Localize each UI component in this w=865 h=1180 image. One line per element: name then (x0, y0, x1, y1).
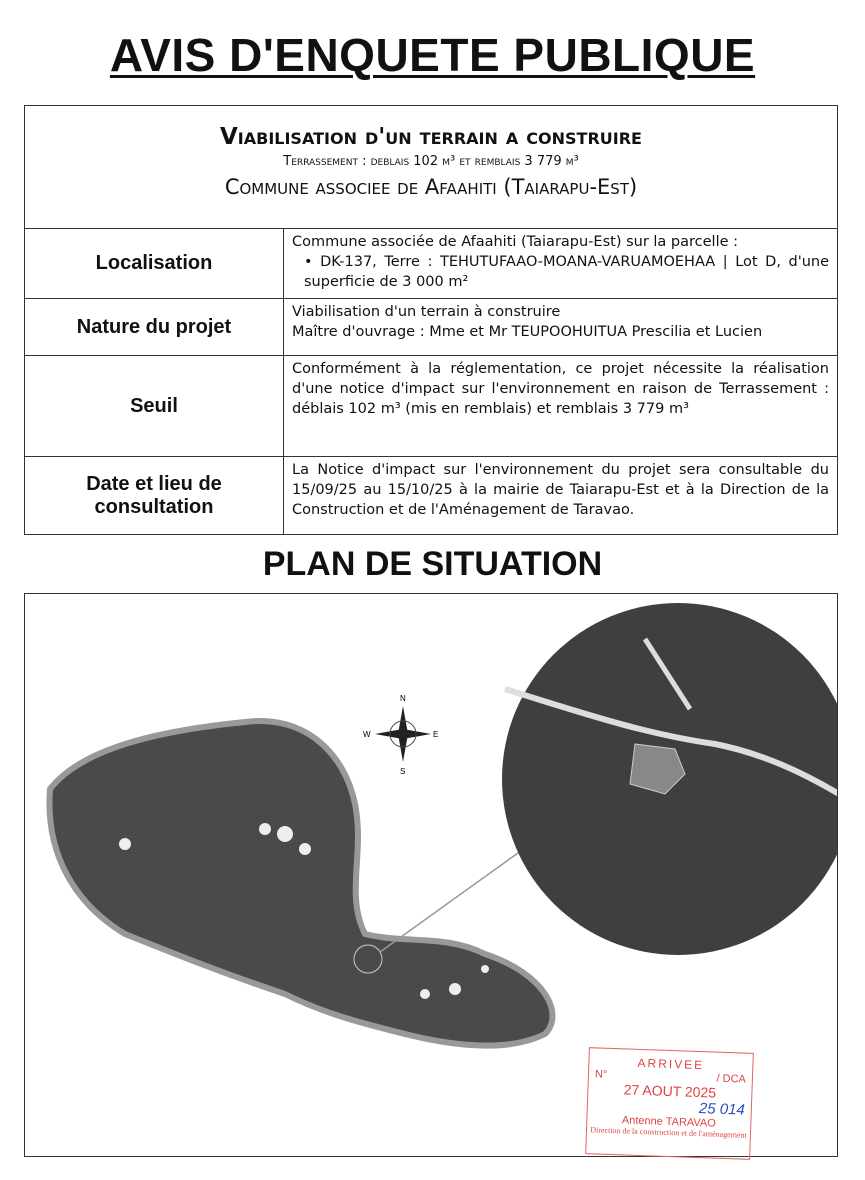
row-label: Seuil (25, 356, 284, 456)
arrival-stamp: ARRIVEE N° / DCA 27 AOUT 2025 25 014 Antenne TARAVAO Direction de la construction et de l'aménagement (585, 1047, 754, 1160)
project-subtitle: Terrassement : deblais 102 m³ et remblais 3 779 m³ (283, 154, 579, 169)
info-table (24, 105, 838, 535)
row-value: La Notice d'impact sur l'environnement du projet sera consultable du 15/09/25 au 15/10/25 à la mairie de Taiarapu-Est et à la Direction de la Construction et de l'Aménagement de Taravao. (292, 462, 829, 518)
svg-text:N: N (400, 694, 406, 703)
project-title: Viabilisation d'un terrain a construire (220, 124, 642, 150)
row-label: Nature du projet (25, 299, 284, 355)
row-label: Localisation (25, 229, 284, 298)
row-label: Date et lieu de consultation (25, 457, 284, 535)
table-row (25, 299, 837, 356)
row-value: Viabilisation d'un terrain à construire Maître d'ouvrage : Mme et Mr TEUPOOHUITUA Prescilia et Lucien (292, 304, 763, 340)
page-title: AVIS D'ENQUETE PUBLIQUE (109, 29, 756, 81)
plan-title: PLAN DE SITUATION (262, 545, 603, 583)
table-row (25, 356, 837, 457)
table-header (25, 106, 837, 229)
table-row (25, 457, 837, 535)
svg-text:W: W (363, 730, 371, 739)
table-row (25, 229, 837, 299)
handwritten-number: 25 014 (698, 1100, 746, 1119)
project-commune: Commune associee de Afaahiti (Taiarapu-Est) (224, 175, 638, 199)
compass-icon (363, 694, 438, 776)
row-value: Commune associée de Afaahiti (Taiarapu-Est) sur la parcelle : • DK-137, Terre : TEHUTUFAAO-MOANA-VARUAMOEHAA | Lot D, d'une superficie de 3 000 m² (292, 234, 829, 290)
svg-text:E: E (433, 730, 439, 739)
svg-text:S: S (400, 767, 406, 776)
row-value: Conformément à la réglementation, ce projet nécessite la réalisation d'une notice d'impact sur l'environnement en raison de Terrassement : déblais 102 m³ (mis en remblais) et remblais 3 779 m³ (292, 361, 829, 417)
